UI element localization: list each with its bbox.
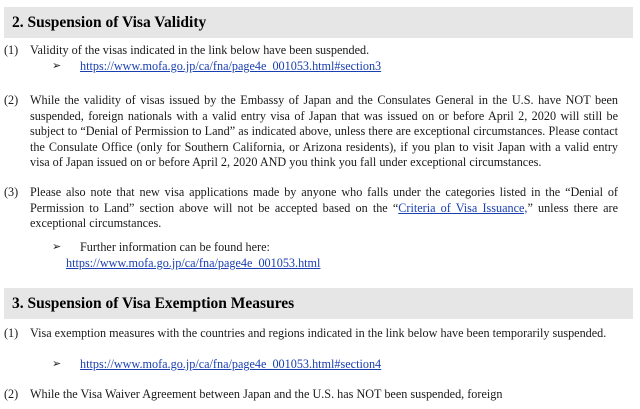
item-number: (2) xyxy=(4,387,19,401)
section-2-item-3 xyxy=(4,185,618,232)
section-2-item-1-link-row xyxy=(52,59,381,75)
item-text-after: ” unless there are exceptional circumstances. xyxy=(30,200,618,231)
section-3-item-2 xyxy=(4,387,618,403)
further-info-row xyxy=(52,240,270,256)
section-2-item-1 xyxy=(4,43,618,59)
arrow-bullet-icon: ➢ xyxy=(52,60,62,72)
item-number: (1) xyxy=(4,326,19,340)
item-text: While the validity of visas issued by the Embassy of Japan and the Consulates General in the U.S. have NOT been suspended, foreign nationals with a valid entry visa of Japan that was issued on or before April 2, 2020 will still be subject to “Denial of Permission to Land” as indicated above, unless there are exceptional circumstances. Please contact the Consulate Office (only for Southern California, or Arizona residents), if you plan to visit Japan with a valid entry visa of Japan issued on or before April 2, 2020 AND you think you fall under exceptional circumstances. xyxy=(30,93,618,170)
arrow-bullet-icon: ➢ xyxy=(52,358,62,370)
section-3-title: 3. Suspension of Visa Exemption Measures xyxy=(12,295,295,312)
visa-exemption-link[interactable]: https://www.mofa.go.jp/ca/fna/page4e_001053.html#section4 xyxy=(80,357,382,371)
section-2-header xyxy=(4,7,633,38)
arrow-bullet-icon: ➢ xyxy=(52,241,62,253)
further-info-link[interactable]: https://www.mofa.go.jp/ca/fna/page4e_001053.html xyxy=(66,256,321,270)
item-text: While the Visa Waiver Agreement between Japan and the U.S. has NOT been suspended, foreign xyxy=(30,387,503,401)
criteria-of-visa-issuance-link[interactable]: Criteria of Visa Issuance, xyxy=(398,200,528,215)
section-3-header xyxy=(4,288,633,319)
section-2-item-2 xyxy=(4,93,618,171)
section-3-item-1 xyxy=(4,326,618,342)
item-number: (3) xyxy=(4,185,19,199)
item-text: Validity of the visas indicated in the link below have been suspended. xyxy=(30,43,370,57)
item-number: (2) xyxy=(4,93,19,107)
visa-validity-link[interactable]: https://www.mofa.go.jp/ca/fna/page4e_001053.html#section3 xyxy=(80,59,382,73)
section-2-title: 2. Suspension of Visa Validity xyxy=(12,14,207,31)
item-text: Visa exemption measures with the countries and regions indicated in the link below have been temporarily suspended. xyxy=(30,326,607,340)
section-3-item-1-link-row xyxy=(52,357,381,373)
item-text-before: Please also note that new visa applications made by anyone who falls under the categories listed in the “Denial of Permission to Land” section above will not be accepted based on the “ xyxy=(30,185,618,215)
further-info-link-row xyxy=(66,256,320,272)
further-info-label: Further information can be found here: xyxy=(80,240,270,254)
item-number: (1) xyxy=(4,43,19,57)
